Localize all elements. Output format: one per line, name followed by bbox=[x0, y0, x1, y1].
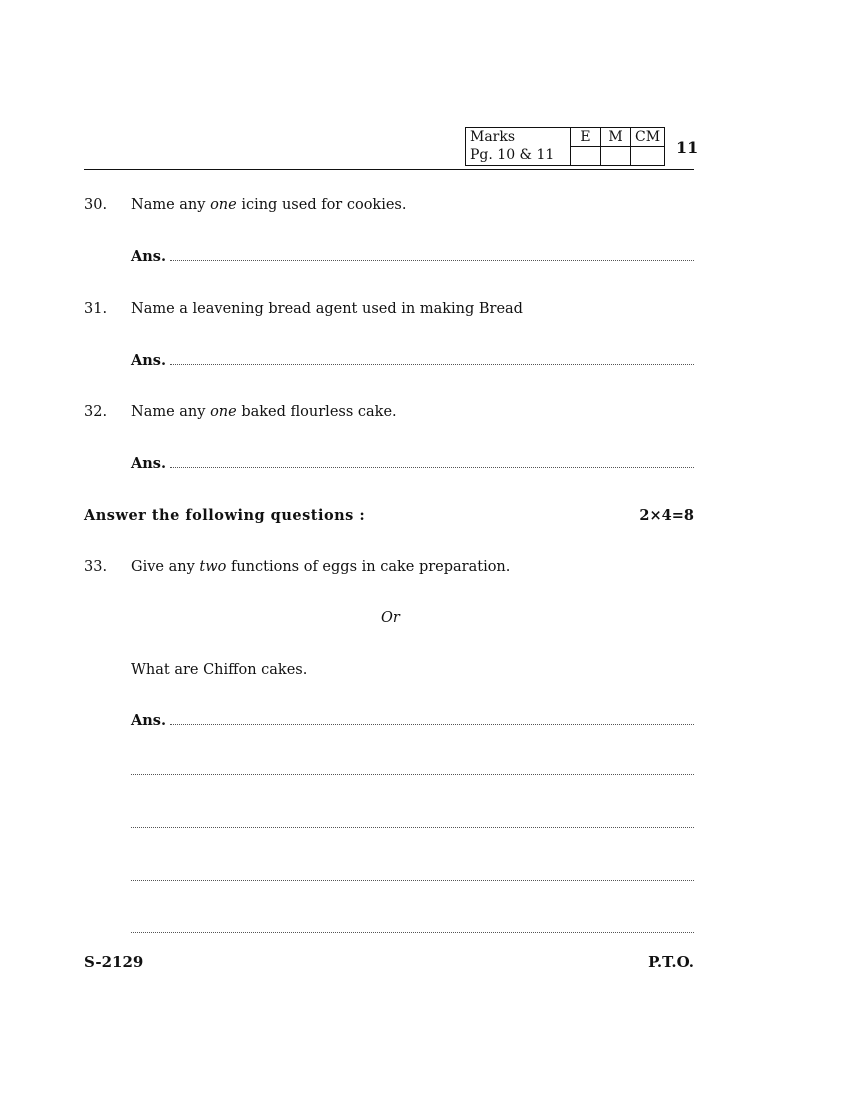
answer-line[interactable] bbox=[131, 248, 694, 266]
ans-label: Ans. bbox=[131, 455, 167, 472]
question-text: Give any two functions of eggs in cake preparation. bbox=[131, 559, 511, 575]
question-number: 30. bbox=[84, 197, 108, 213]
answer-line[interactable] bbox=[131, 352, 694, 370]
section-title: Answer the following questions : bbox=[84, 507, 366, 524]
page-number: 11 bbox=[676, 138, 699, 157]
cell-cm bbox=[631, 147, 665, 166]
col-e: E bbox=[571, 128, 601, 147]
or-label: Or bbox=[381, 610, 400, 626]
ans-label: Ans. bbox=[131, 248, 167, 265]
section-marks: 2×4=8 bbox=[639, 507, 694, 524]
answer-line[interactable] bbox=[131, 712, 694, 730]
pto-label: P.T.O. bbox=[648, 953, 694, 971]
ans-label: Ans. bbox=[131, 712, 167, 729]
answer-line[interactable] bbox=[131, 880, 694, 881]
question-text: Name any one icing used for cookies. bbox=[131, 197, 407, 213]
question-text: Name any one baked flourless cake. bbox=[131, 404, 397, 420]
question-text: Name a leavening bread agent used in making Bread bbox=[131, 301, 523, 317]
cell-e bbox=[571, 147, 601, 166]
alternate-question-text: What are Chiffon cakes. bbox=[131, 662, 308, 678]
header-rule bbox=[84, 169, 694, 170]
question-number: 33. bbox=[84, 559, 108, 575]
answer-line[interactable] bbox=[131, 774, 694, 775]
question-number: 32. bbox=[84, 404, 108, 420]
marks-label: Marks bbox=[466, 128, 571, 147]
ans-label: Ans. bbox=[131, 352, 167, 369]
col-cm: CM bbox=[631, 128, 665, 147]
answer-line[interactable] bbox=[131, 932, 694, 933]
answer-line[interactable] bbox=[131, 827, 694, 828]
answer-line[interactable] bbox=[131, 455, 694, 473]
cell-m bbox=[601, 147, 631, 166]
question-number: 31. bbox=[84, 301, 108, 317]
paper-code: S-2129 bbox=[84, 953, 144, 971]
col-m: M bbox=[601, 128, 631, 147]
pages-label: Pg. 10 & 11 bbox=[466, 147, 571, 166]
marks-table bbox=[465, 127, 665, 166]
